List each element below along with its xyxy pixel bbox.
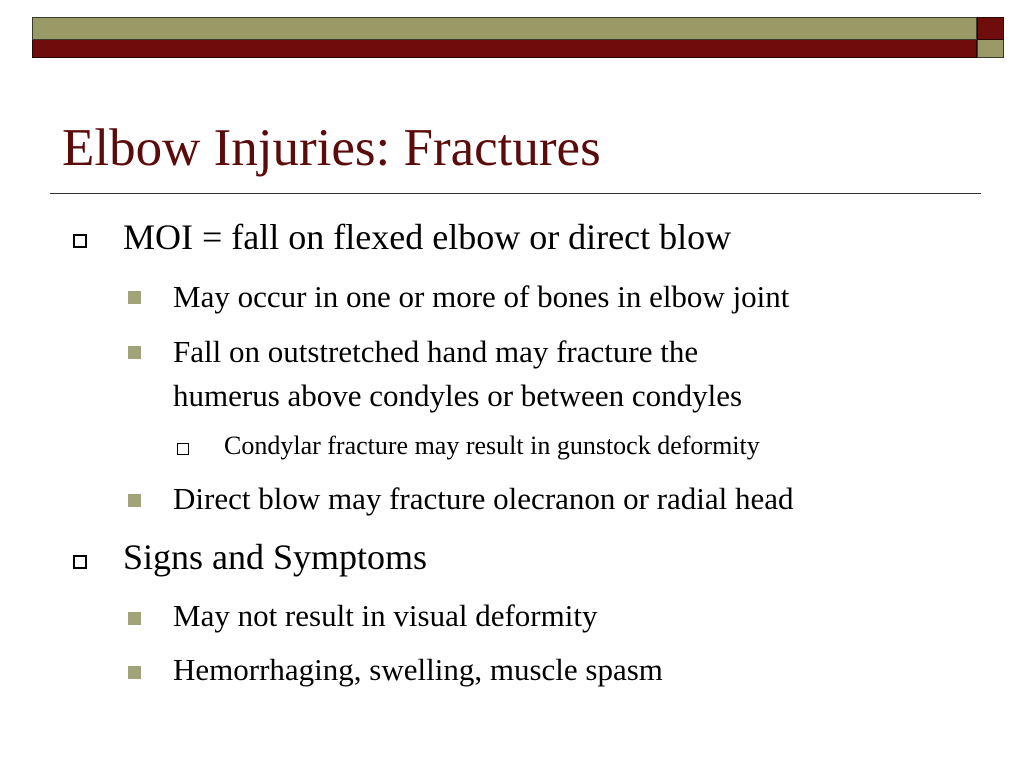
bullet-item-signs: Signs and Symptoms [123, 537, 428, 577]
hollow-square-bullet-icon [177, 443, 189, 455]
sub-bullet-item: Hemorrhaging, swelling, muscle spasm [173, 652, 663, 687]
sub-bullet-item-continuation: humerus above condyles or between condyles [173, 378, 743, 413]
filled-square-bullet-icon [128, 494, 141, 507]
slide-title: Elbow Injuries: Fractures [62, 119, 601, 177]
filled-square-bullet-icon [128, 612, 141, 625]
hollow-square-bullet-icon [73, 555, 87, 569]
sub-bullet-item: May occur in one or more of bones in elbow joint [173, 279, 790, 314]
sub-bullet-item: May not result in visual deformity [173, 598, 598, 633]
filled-square-bullet-icon [128, 346, 141, 359]
header-olive-bar [32, 17, 977, 40]
filled-square-bullet-icon [128, 666, 141, 679]
sub-sub-bullet-item: Condylar fracture may result in gunstock deformity [224, 431, 760, 460]
header-maroon-square [977, 17, 1004, 40]
sub-bullet-item: Direct blow may fracture olecranon or radial head [173, 481, 794, 516]
title-divider [50, 193, 981, 194]
bullet-item-moi: MOI = fall on flexed elbow or direct blow [123, 217, 732, 257]
header-maroon-bar [32, 40, 977, 58]
hollow-square-bullet-icon [73, 234, 87, 248]
header-olive-square [977, 40, 1004, 58]
filled-square-bullet-icon [128, 291, 141, 304]
sub-bullet-item: Fall on outstretched hand may fracture the [173, 334, 699, 369]
